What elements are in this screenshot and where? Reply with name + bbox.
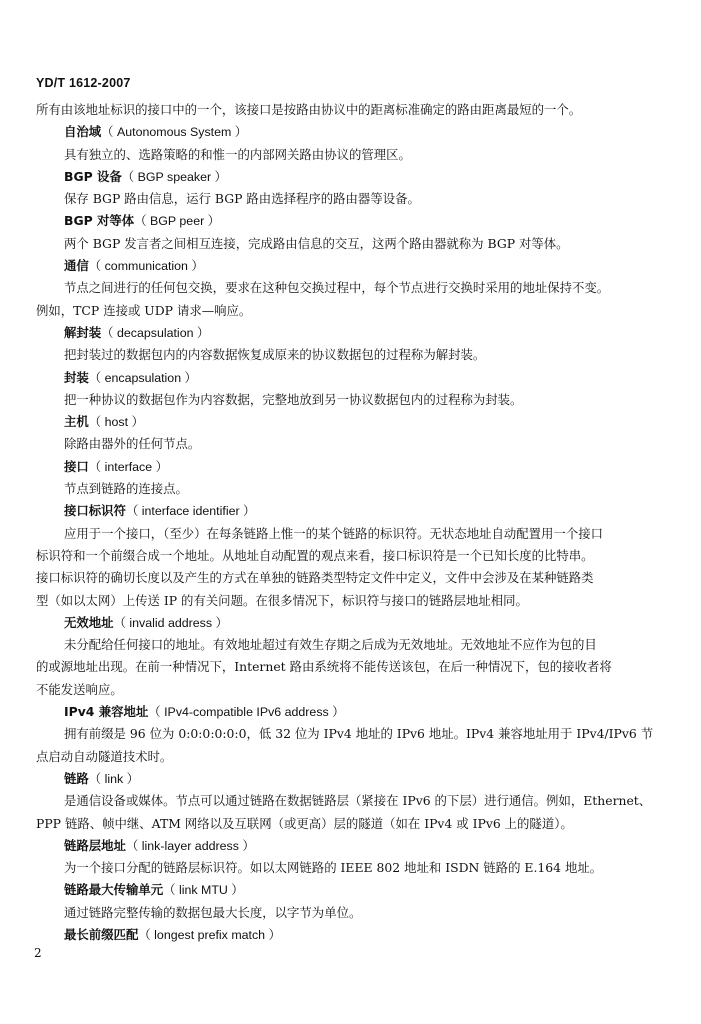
term-english: （ interface ） [88,459,168,474]
body-text-line: 接口标识符的确切长度以及产生的方式在单独的链路类型特定文件中定义，文件中会涉及在某种链路类 [36,570,594,586]
body-text-line: 拥有前缀是 96 位为 0:0:0:0:0:0，低 32 位为 IPv4 地址的 IPv6 地址。IPv4 兼容地址用于 IPv4/IPv6 节 [64,726,654,742]
body-text-line: 点启动自动隧道技术时。 [36,748,173,764]
document-body [36,99,670,946]
term-english: （ link ） [88,771,140,786]
body-text-line: 例如，TCP 连接或 UDP 请求—响应。 [36,302,252,318]
term-english: （ encapsulation ） [88,370,197,385]
term-chinese: 封装 [64,369,89,385]
term-chinese: 接口 [64,458,89,474]
body-text-line: 把封装过的数据包内的内容数据恢复成原来的协议数据包的过程称为解封装。 [64,347,486,363]
body-text-line: 具有独立的、选路策略的和惟一的内部网关路由协议的管理区。 [64,146,411,162]
term-chinese: 解封装 [64,324,102,340]
term-chinese: 接口标识符 [64,503,126,519]
body-text-line: 所有由该地址标识的接口中的一个，该接口是按路由协议中的距离标准确定的路由距离最短的一个。 [36,102,582,117]
term-chinese: 主机 [64,414,89,430]
term-english: （ host ） [88,415,144,430]
page-number: 2 [34,946,42,960]
standard-code-header: YD/T 1612-2007 [36,76,131,90]
body-text-line: 是通信设备或媒体。节点可以通过链路在数据链路层（紧接在 IPv6 的下层）进行通信。例如，Ethernet、 [64,793,652,809]
term-english: （ link-layer address ） [125,838,255,853]
body-text-line: 两个 BGP 发言者之间相互连接，完成路由信息的交互，这两个路由器就称为 BGP 对等体。 [64,235,569,251]
body-text-line: 未分配给任何接口的地址。有效地址超过有效生存期之后成为无效地址。无效地址不应作为包的目 [64,637,597,653]
term-heading [36,121,670,143]
term-english: （ invalid address ） [113,615,228,630]
body-text-line: 保存 BGP 路由信息，运行 BGP 路由选择程序的路由器等设备。 [64,191,420,207]
term-chinese: BGP 对等体 [64,213,135,229]
term-english: （ interface identifier ） [125,504,256,519]
term-heading [36,768,670,790]
term-chinese: 自治域 [64,124,102,140]
body-text-line: 通过链路完整传输的数据包最大长度，以字节为单位。 [64,904,362,920]
term-english: （ Autonomous System ） [101,125,248,140]
term-heading [36,701,670,723]
term-english: （ IPv4-compatible IPv6 address ） [148,705,345,720]
body-text-line: 标识符和一个前缀合成一个地址。从地址自动配置的观点来看，接口标识符是一个已知长度的比特串。 [36,547,594,563]
term-chinese: 链路层地址 [64,837,126,853]
body-text-line: 型（如以太网）上传送 IP 的有关问题。在很多情况下，标识符与接口的链路层地址相同。 [36,592,528,608]
term-chinese: 链路最大传输单元 [64,882,164,898]
body-text-line: 不能发送响应。 [36,681,123,697]
term-chinese: 最长前缀匹配 [64,926,139,942]
term-heading [36,456,670,478]
term-heading [36,879,670,901]
term-heading [36,210,670,232]
term-heading [36,500,670,522]
term-heading [36,835,670,857]
term-english: （ decapsulation ） [101,325,210,340]
term-english: （ link MTU ） [163,883,244,898]
term-heading [36,255,670,277]
body-text-line: 节点到链路的连接点。 [64,481,188,497]
term-chinese: 链路 [64,770,89,786]
term-heading [36,166,670,188]
term-heading [36,612,670,634]
term-heading [36,322,670,344]
term-chinese: IPv4 兼容地址 [64,704,149,720]
term-chinese: 通信 [64,258,89,274]
body-text-line: 应用于一个接口，（至少）在每条链路上惟一的某个链路的标识符。无状态地址自动配置用一个接口 [64,525,603,541]
term-heading [36,367,670,389]
term-english: （ longest prefix match ） [138,927,281,942]
term-english: （ BGP peer ） [134,214,221,229]
body-text-line: 节点之间进行的任何包交换，要求在这种包交换过程中，每个节点进行交换时采用的地址保持不变。 [64,280,610,296]
body-text-line: 把一种协议的数据包作为内容数据，完整地放到另一协议数据包内的过程称为封装。 [64,391,523,407]
term-heading [36,924,670,946]
term-english: （ communication ） [88,259,204,274]
body-text-line: 的或源地址出现。在前一种情况下，Internet 路由系统将不能传送该包，在后一种情况下，包的接收者将 [36,659,612,675]
term-chinese: 无效地址 [64,614,114,630]
body-text-line: 除路由器外的任何节点。 [64,436,201,452]
body-text-line: PPP 链路、帧中继、ATM 网络以及互联网（或更高）层的隧道（如在 IPv4 或 IPv6 上的隧道）。 [36,815,573,831]
term-heading [36,411,670,433]
term-english: （ BGP speaker ） [121,169,227,184]
term-chinese: BGP 设备 [64,168,122,184]
body-text-line: 为一个接口分配的链路层标识符。如以太网链路的 IEEE 802 地址和 ISDN 链路的 E.164 地址。 [64,860,603,876]
